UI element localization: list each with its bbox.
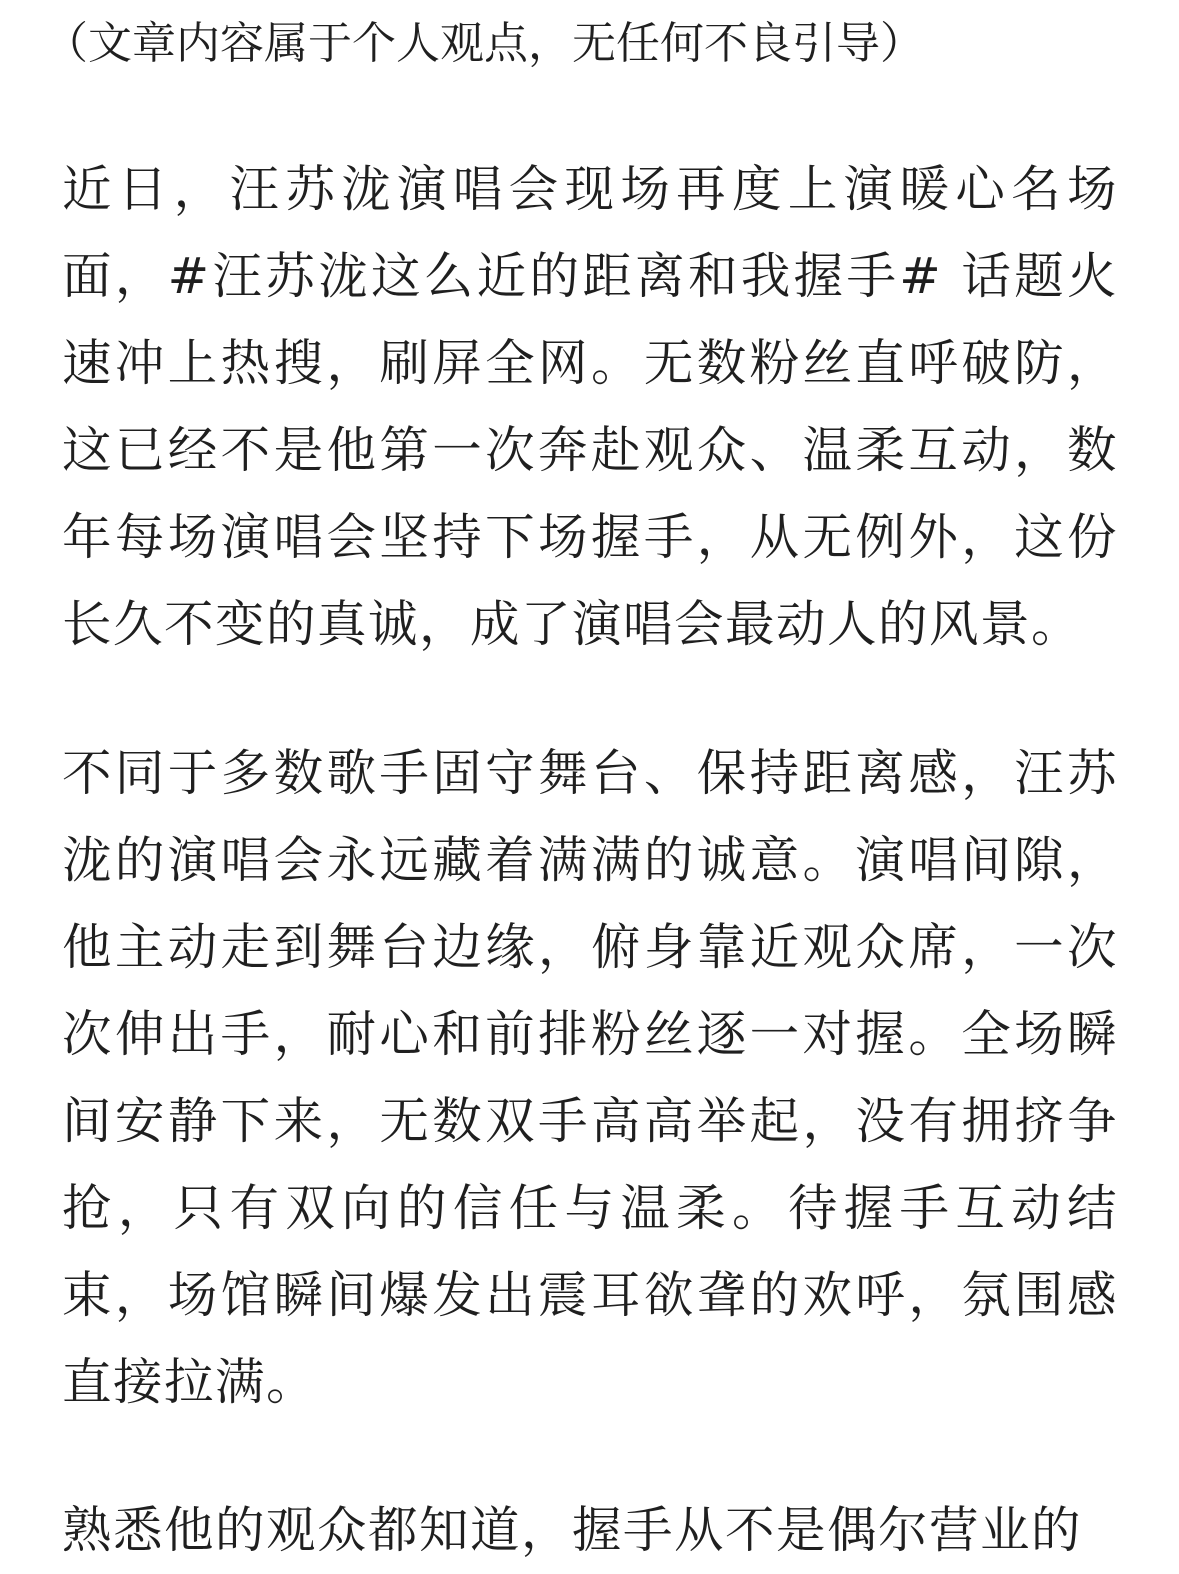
article-body — [44, 0, 1118, 1559]
article-disclaimer: （文章内容属于个人观点，无任何不良引导） — [44, 18, 924, 69]
article-paragraph: 近日，汪苏泷演唱会现场再度上演暖心名场面，#汪苏泷这么近的距离和我握手# 话题火速冲上热搜，刷屏全网。无数粉丝直呼破防，这已经不是他第一次奔赴观众、温柔互动，数年每场演唱会坚持下场握手，从无例外，这份长久不变的真诚，成了演唱会最动人的风景。 — [62, 160, 1118, 653]
article-paragraph: 熟悉他的观众都知道，握手从不是偶尔营业的 — [62, 1501, 1082, 1559]
article-paragraph: 不同于多数歌手固守舞台、保持距离感，汪苏泷的演唱会永远藏着满满的诚意。演唱间隙，他主动走到舞台边缘，俯身靠近观众席，一次次伸出手，耐心和前排粉丝逐一对握。全场瞬间安静下来，无数双手高高举起，没有拥挤争抢，只有双向的信任与温柔。待握手互动结束，场馆瞬间爆发出震耳欲聋的欢呼，氛围感直接拉满。 — [62, 744, 1118, 1411]
